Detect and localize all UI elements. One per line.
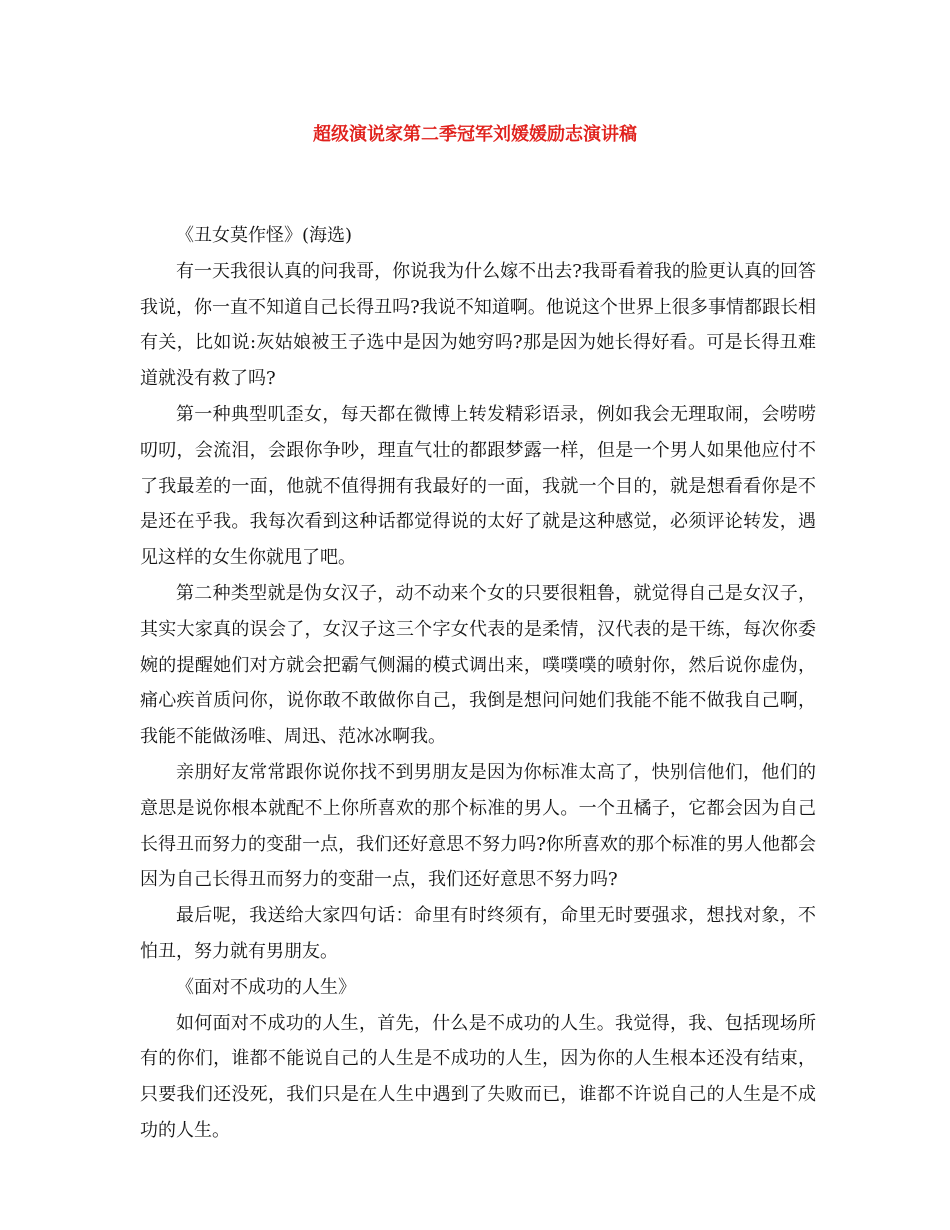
- paragraph: 第一种典型叽歪女，每天都在微博上转发精彩语录，例如我会无理取闹，会唠唠叨叨，会流泪，会跟你争吵，理直气壮的都跟梦露一样，但是一个男人如果他应付不了我最差的一面，他就不值得拥有我最好的一面，我就一个目的，就是想看看你是不是还在乎我。我每次看到这种话都觉得说的太好了就是这种感觉，必须评论转发，遇见这样的女生你就甩了吧。: [140, 403, 816, 569]
- section-heading-haixuan: 《丑女莫作怪》(海选): [176, 225, 353, 246]
- paragraph: 第二种类型就是伪女汉子，动不动来个女的只要很粗鲁，就觉得自己是女汉子，其实大家真的误会了，女汉子这三个字女代表的是柔情，汉代表的是干练，每次你委婉的提醒她们对方就会把霸气侧漏的模式调出来，噗噗噗的喷射你，然后说你虚伪，痛心疾首质问你，说你敢不敢做你自己，我倒是想问问她们我能不能不做我自己啊，我能不能做汤唯、周迅、范冰冰啊我。: [140, 582, 816, 748]
- paragraph: 如何面对不成功的人生，首先，什么是不成功的人生。我觉得，我、包括现场所有的你们，谁都不能说自己的人生是不成功的人生，因为你的人生根本还没有结束，只要我们还没死，我们只是在人生中遇到了失败而已，谁都不许说自己的人生是不成功的人生。: [140, 1012, 816, 1141]
- paragraph: 有一天我很认真的问我哥，你说我为什么嫁不出去?我哥看着我的脸更认真的回答我说，你一直不知道自己长得丑吗?我说不知道啊。他说这个世界上很多事情都跟长相有关，比如说:灰姑娘被王子选中是因为她穷吗?那是因为她长得好看。可是长得丑难道就没有救了吗?: [140, 260, 816, 390]
- section-heading-unsuccessful-life: 《面对不成功的人生》: [176, 976, 356, 998]
- document-title: 超级演说家第二季冠军刘媛媛励志演讲稿: [313, 124, 637, 145]
- paragraph: 最后呢，我送给大家四句话：命里有时终须有，命里无时要强求，想找对象，不怕丑，努力就有男朋友。: [140, 905, 816, 962]
- document-body: [140, 218, 816, 1149]
- paragraph: 亲朋好友常常跟你说你找不到男朋友是因为你标准太高了，快别信他们，他们的意思是说你根本就配不上你所喜欢的那个标准的男人。一个丑橘子，它都会因为自己长得丑而努力的变甜一点，我们还好意思不努力吗?你所喜欢的那个标准的男人他都会因为自己长得丑而努力的变甜一点，我们还好意思不努力吗?: [140, 761, 816, 891]
